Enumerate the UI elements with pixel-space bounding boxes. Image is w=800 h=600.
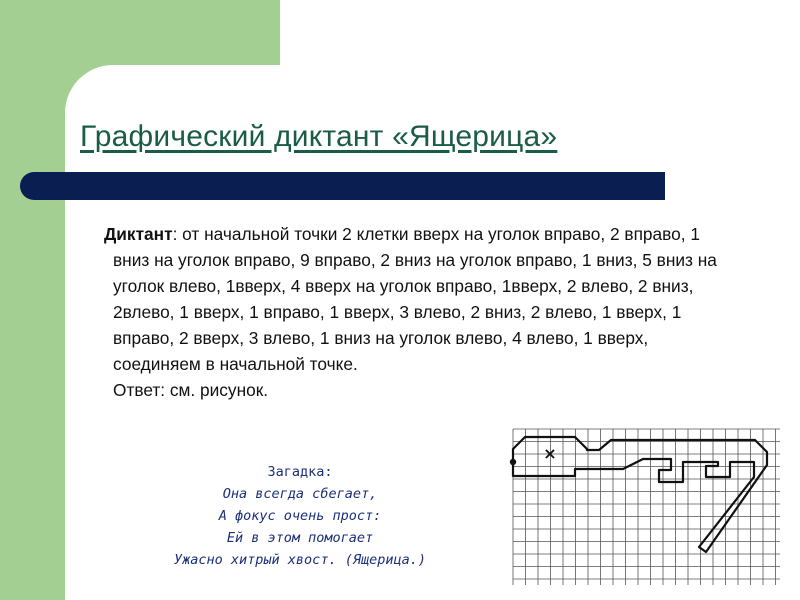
dictation-answer: Ответ: см. рисунок. [113, 380, 269, 400]
riddle [135, 461, 465, 571]
riddle-line: Ей в этом помогает [226, 530, 374, 546]
riddle-heading: Загадка: [267, 464, 333, 480]
dictation-label: Диктант [104, 224, 173, 244]
title-divider-bar [20, 172, 665, 200]
dictation-instructions: : от начальной точки 2 клетки вверх на уголок вправо, 2 вправо, 1 вниз на уголок вправо, 9 вправо, 2 вниз на уголок вправо, 1 вниз, 5 вниз на уголок влево, 1вверх, 4 вверх на уголок вправо, 1вверх, 2 влево, 2 вниз, 2влево, 1 вверх, 1 вправо, 1 вверх, 3 влево, 2 вниз, 2 влево, 1 вверх, 1 вправо, 2 вверх, 3 влево, 1 вниз на уголок влево, 4 влево, 1 вверх, соединяем в начальной точке. [113, 224, 717, 374]
dictation-text [104, 221, 733, 403]
riddle-line: А фокус очень прост: [218, 508, 382, 524]
start-marker-x: × [543, 444, 557, 463]
slide-title: Графический диктант «Ящерица» [80, 120, 558, 153]
start-point-dot [510, 459, 516, 465]
riddle-line: Ужасно хитрый хвост. (Ящерица.) [174, 552, 426, 568]
riddle-line: Она всегда сбегает, [222, 486, 378, 502]
lizard-grid-drawing [508, 425, 780, 585]
